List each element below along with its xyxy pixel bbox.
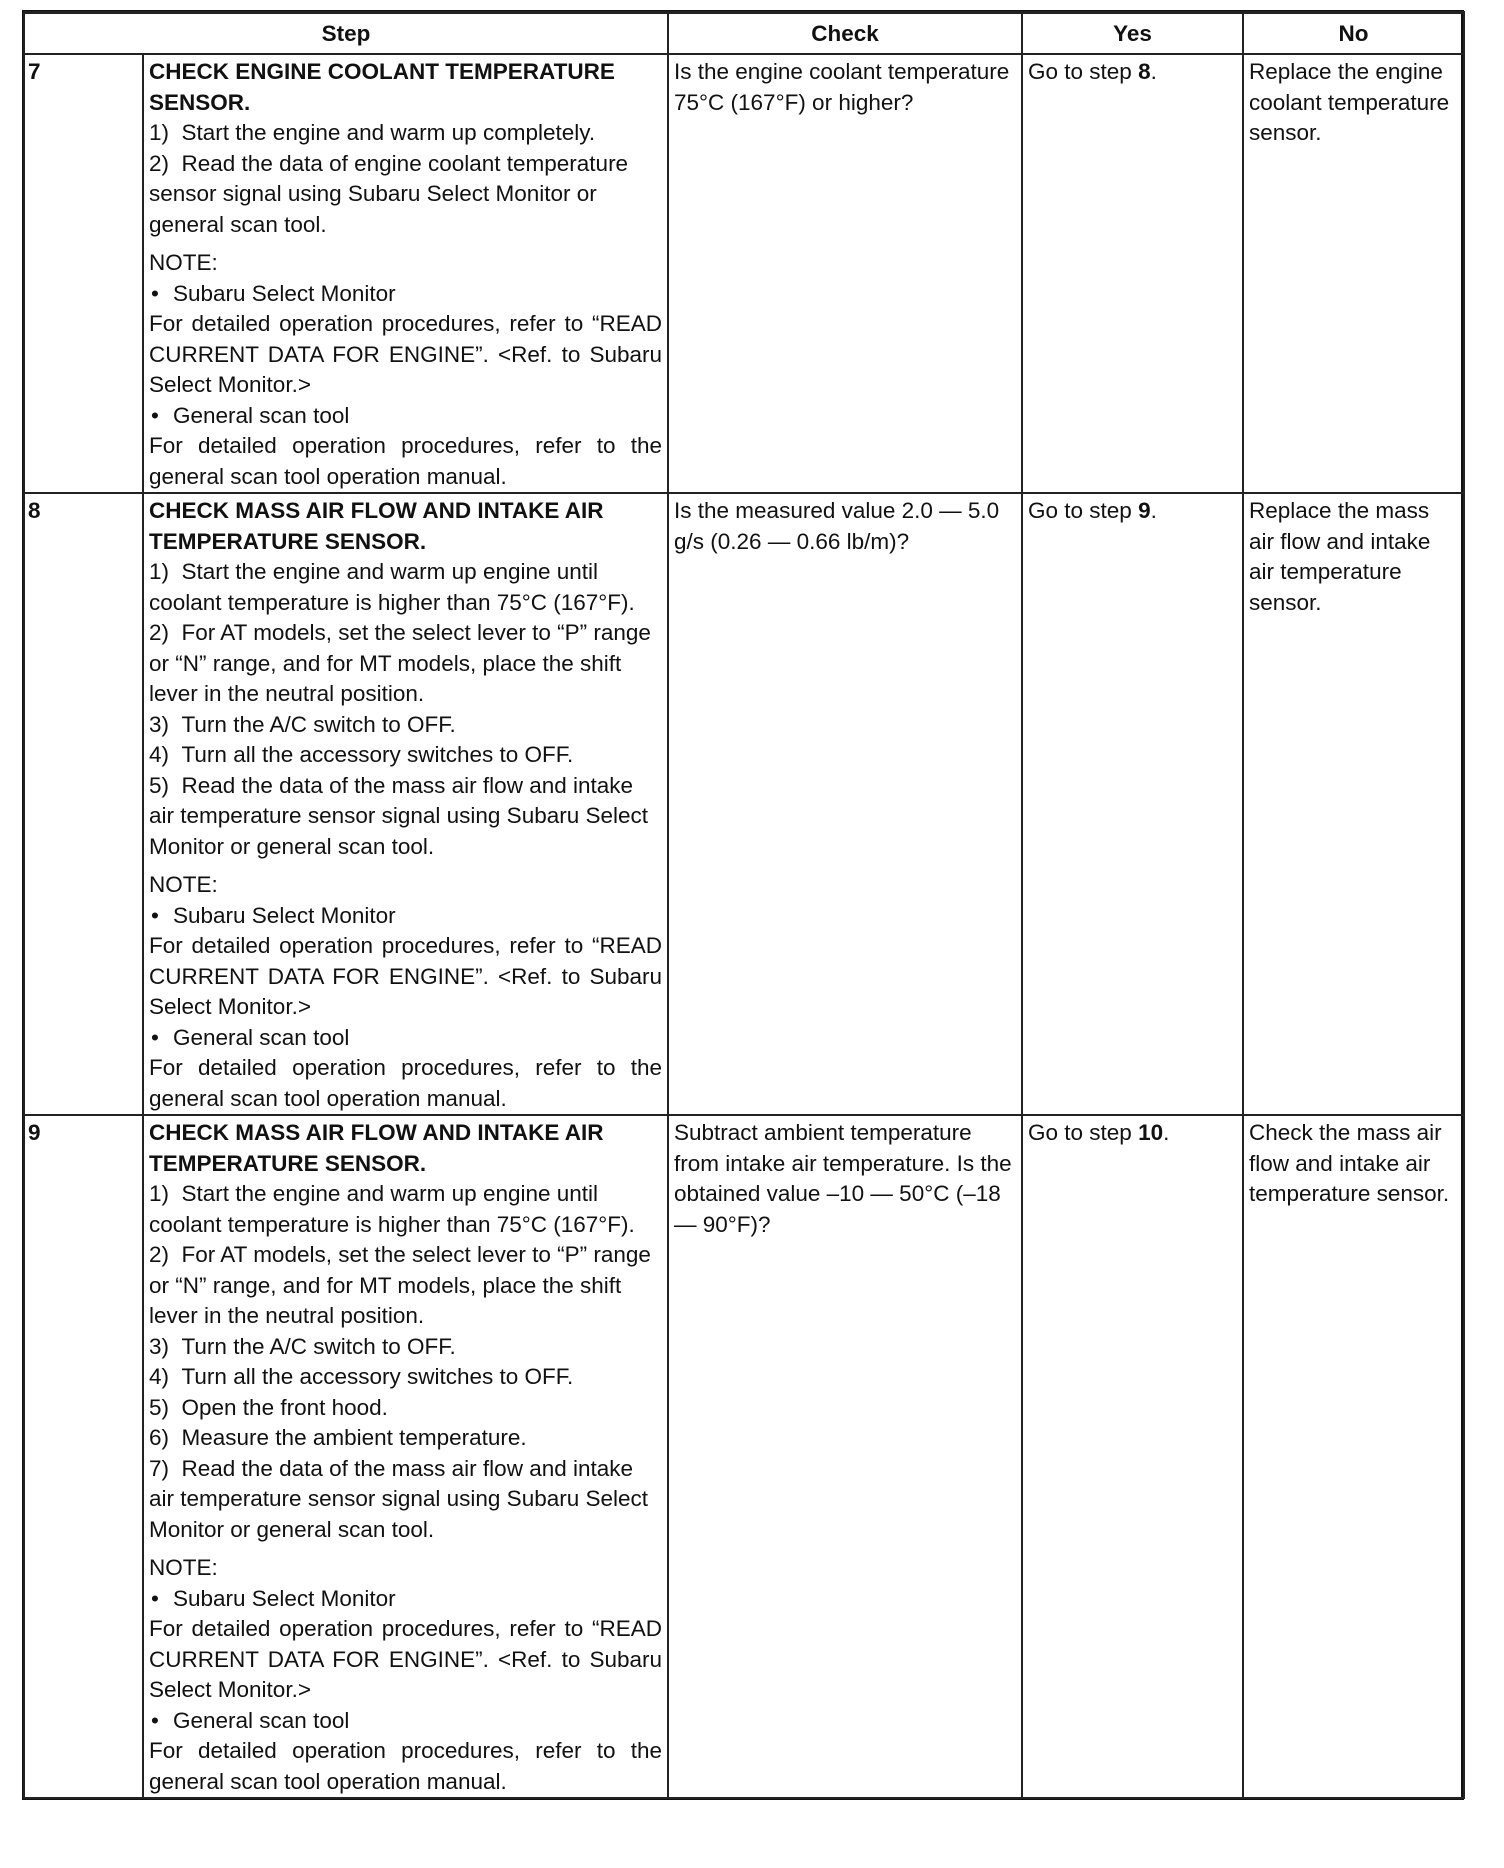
- check-cell: Subtract ambient temperature from intake air temperature. Is the obtained value –10 — 50°C (–18 — 90°F)?: [668, 1115, 1022, 1798]
- yes-prefix: Go to step: [1028, 498, 1139, 523]
- note-bullet: • General scan tool: [149, 1706, 662, 1737]
- check-cell: Is the engine coolant temperature 75°C (167°F) or higher?: [668, 54, 1022, 493]
- note-bullet: • General scan tool: [149, 1023, 662, 1054]
- step-title: CHECK MASS AIR FLOW AND INTAKE AIR TEMPERATURE SENSOR.: [149, 498, 604, 554]
- header-step: Step: [24, 13, 668, 55]
- step-instruction: 1) Start the engine and warm up completely.: [149, 120, 596, 145]
- step-description: [143, 54, 668, 493]
- table-row: [24, 54, 1464, 493]
- yes-suffix: .: [1163, 1120, 1170, 1145]
- note-text: CURRENT DATA FOR ENGINE”. <Ref. to Subaru Select Monitor.>: [149, 341, 663, 397]
- step-title: CHECK ENGINE COOLANT TEMPERATURE SENSOR.: [149, 59, 615, 115]
- step-instruction: 3) Turn the A/C switch to OFF.: [149, 711, 456, 737]
- table-row: [24, 1115, 1464, 1798]
- yes-step-link: 9: [1138, 498, 1151, 523]
- yes-step-link: 10: [1138, 1120, 1164, 1145]
- note-text: For detailed operation procedures, refer to “READ: [149, 1616, 663, 1641]
- diagnostic-table: [23, 11, 1465, 1799]
- step-description: [143, 493, 668, 1115]
- yes-suffix: .: [1150, 59, 1157, 84]
- note-label: NOTE:: [149, 1555, 218, 1580]
- note-bullet: • Subaru Select Monitor: [149, 1584, 662, 1615]
- note-bullet: • Subaru Select Monitor: [149, 279, 662, 310]
- step-instruction: 5) Read the data of the mass air flow and intake air temperature sensor signal using Subaru Select Monitor or general scan tool.: [149, 772, 649, 859]
- step-instruction: 5) Open the front hood.: [149, 1394, 388, 1420]
- step-instruction: 4) Turn all the accessory switches to OFF.: [149, 1364, 574, 1389]
- step-instruction: 2) Read the data of engine coolant temperature sensor signal using Subaru Select Monitor or general scan tool.: [149, 150, 629, 237]
- step-instruction: 1) Start the engine and warm up engine until coolant temperature is higher than 75°C (167°F).: [149, 559, 635, 615]
- note-text: For detailed operation procedures, refer to “READ: [149, 311, 663, 336]
- step-number: 9: [24, 1115, 143, 1798]
- step-number: 8: [24, 493, 143, 1115]
- step-number: 7: [24, 54, 143, 493]
- note-bullet: • General scan tool: [149, 401, 662, 432]
- step-description: [143, 1115, 668, 1798]
- header-no: No: [1243, 13, 1464, 55]
- yes-suffix: .: [1150, 498, 1157, 523]
- step-instruction: 6) Measure the ambient temperature.: [149, 1425, 527, 1450]
- step-instruction: 1) Start the engine and warm up engine until coolant temperature is higher than 75°C (167°F).: [149, 1181, 635, 1237]
- step-instruction: 3) Turn the A/C switch to OFF.: [149, 1333, 456, 1359]
- step-instruction: 7) Read the data of the mass air flow and intake air temperature sensor signal using Subaru Select Monitor or general scan tool.: [149, 1455, 649, 1542]
- yes-prefix: Go to step: [1028, 59, 1139, 84]
- step-instruction: 2) For AT models, set the select lever to “P” range or “N” range, and for MT models, place the shift lever in the neutral position.: [149, 620, 651, 706]
- yes-step-link: 8: [1138, 59, 1151, 84]
- note-text: CURRENT DATA FOR ENGINE”. <Ref. to Subaru Select Monitor.>: [149, 963, 663, 1019]
- yes-cell: [1022, 493, 1243, 1115]
- no-cell: Replace the engine coolant temperature sensor.: [1243, 54, 1464, 493]
- note-text: For detailed operation procedures, refer to the general scan tool operation manual.: [149, 1055, 663, 1111]
- yes-cell: [1022, 1115, 1243, 1798]
- note-text: For detailed operation procedures, refer to “READ: [149, 933, 663, 958]
- header-yes: Yes: [1022, 13, 1243, 55]
- header-row: [24, 13, 1464, 55]
- check-cell: Is the measured value 2.0 — 5.0 g/s (0.26 — 0.66 lb/m)?: [668, 493, 1022, 1115]
- no-cell: Replace the mass air flow and intake air temperature sensor.: [1243, 493, 1464, 1115]
- note-text: For detailed operation procedures, refer to the general scan tool operation manual.: [149, 433, 663, 489]
- step-instruction: 4) Turn all the accessory switches to OFF.: [149, 742, 574, 767]
- note-text: CURRENT DATA FOR ENGINE”. <Ref. to Subaru Select Monitor.>: [149, 1646, 663, 1702]
- header-check: Check: [668, 13, 1022, 55]
- yes-prefix: Go to step: [1028, 1120, 1139, 1145]
- note-label: NOTE:: [149, 250, 218, 275]
- yes-cell: [1022, 54, 1243, 493]
- note-bullet: • Subaru Select Monitor: [149, 901, 662, 932]
- note-label: NOTE:: [149, 872, 218, 897]
- note-text: For detailed operation procedures, refer to the general scan tool operation manual.: [149, 1738, 663, 1794]
- step-title: CHECK MASS AIR FLOW AND INTAKE AIR TEMPERATURE SENSOR.: [149, 1120, 604, 1176]
- table-row: [24, 493, 1464, 1115]
- step-instruction: 2) For AT models, set the select lever to “P” range or “N” range, and for MT models, place the shift lever in the neutral position.: [149, 1242, 651, 1328]
- no-cell: Check the mass air flow and intake air temperature sensor.: [1243, 1115, 1464, 1798]
